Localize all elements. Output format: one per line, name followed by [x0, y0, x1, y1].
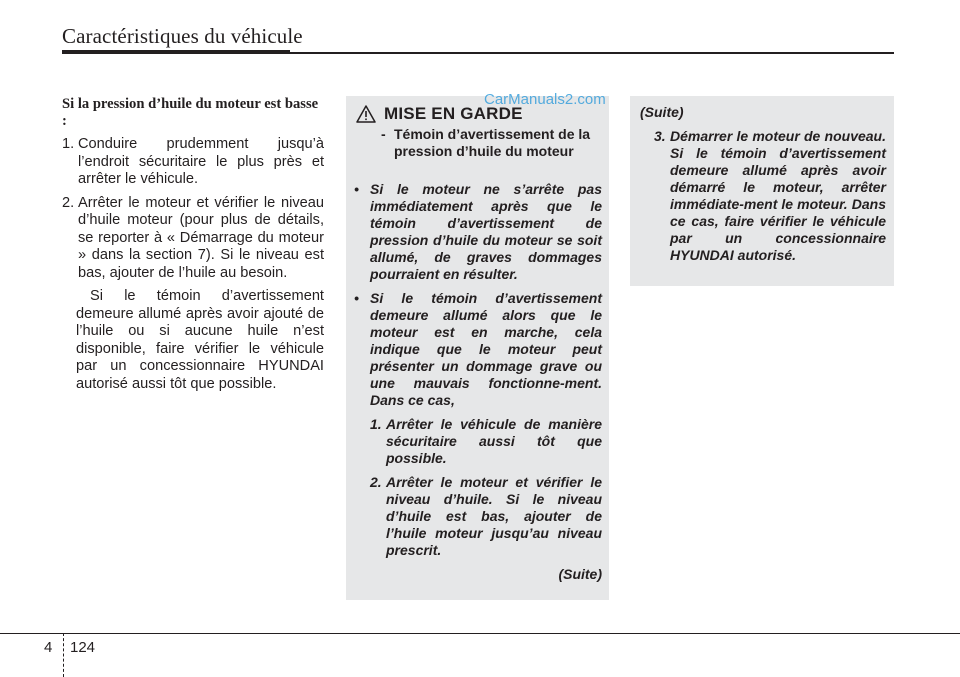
watermark-text: CarManuals2.com	[484, 91, 606, 108]
step-number: 1.	[62, 136, 75, 152]
step-number: 2.	[62, 194, 75, 211]
continuation-body	[640, 104, 886, 271]
warning-triangle-icon	[356, 105, 376, 123]
header-rule	[62, 52, 894, 54]
note-paragraph: Si le témoin d’avertissement demeure allumé après avoir ajouté de l’huile ou si aucune huile n’est disponible, faire vérifier le véhicule par un concessionnaire HYUNDAI autorisé aussi tôt que possible.	[76, 288, 324, 392]
bullet-dot: •	[354, 181, 359, 197]
sub-step-text: Arrêter le véhicule de manière sécuritaire aussi tôt que possible.	[386, 416, 602, 466]
page-header-title: Caractéristiques du véhicule	[62, 24, 303, 48]
sub-step-number: 3.	[654, 128, 666, 144]
continuation-step	[654, 128, 886, 264]
left-column	[62, 96, 324, 393]
bullet-text: Si le moteur ne s’arrête pas immédiatement après que le témoin d’avertissement de pression d’huile du moteur se soit allumé, de graves dommages pourraient en résulter.	[370, 181, 602, 282]
warning-title: MISE EN GARDE	[384, 104, 523, 123]
warning-sub-step	[370, 416, 602, 467]
subtitle-dash: -	[381, 126, 386, 142]
page-section-number: 4	[44, 639, 53, 656]
step-text: Conduire prudemment jusqu’à l’endroit sécuritaire le plus près et arrêter le véhicule.	[78, 136, 324, 187]
section-heading: Si la pression d’huile du moteur est basse :	[62, 96, 319, 129]
bullet-dot: •	[354, 290, 359, 306]
procedure-step	[62, 136, 324, 189]
warning-subtitle	[381, 126, 594, 160]
footer-rule	[0, 633, 960, 634]
footer-divider	[63, 633, 65, 677]
continuation-label: (Suite)	[640, 104, 684, 120]
procedure-step	[62, 195, 324, 283]
subtitle-text: Témoin d’avertissement de la pression d’huile du moteur	[394, 126, 591, 159]
sub-step-text: Démarrer le moteur de nouveau. Si le témoin d’avertissement demeure allumé après avoir démarré le moteur, arrêter immédiate-ment le moteur. Dans ce cas, faire vérifier le véhicule par un concessionnaire HYUNDAI autorisé.	[670, 128, 886, 263]
sub-step-number: 2.	[370, 474, 382, 490]
sub-step-number: 1.	[370, 416, 382, 432]
warning-sub-step	[370, 474, 602, 559]
warning-bullet	[354, 181, 602, 283]
page-number: 124	[70, 639, 96, 656]
continued-label: (Suite)	[558, 566, 602, 582]
warning-body	[354, 181, 602, 583]
step-text: Arrêter le moteur et vérifier le niveau d’huile moteur (pour plus de détails, se reporter à « Démarrage du moteur » dans la section 7). Si le niveau est bas, ajouter de l’huile au besoin.	[78, 194, 324, 281]
warning-bullet	[354, 290, 602, 409]
bullet-text: Si le témoin d’avertissement demeure allumé alors que le moteur est en marche, cela indique que le moteur peut présenter un dommage grave ou une mauvais fonctionne-ment. Dans ce cas,	[370, 290, 602, 408]
sub-step-text: Arrêter le moteur et vérifier le niveau d’huile. Si le niveau d’huile est bas, ajouter de l’huile moteur jusqu’au niveau prescrit.	[386, 474, 602, 558]
